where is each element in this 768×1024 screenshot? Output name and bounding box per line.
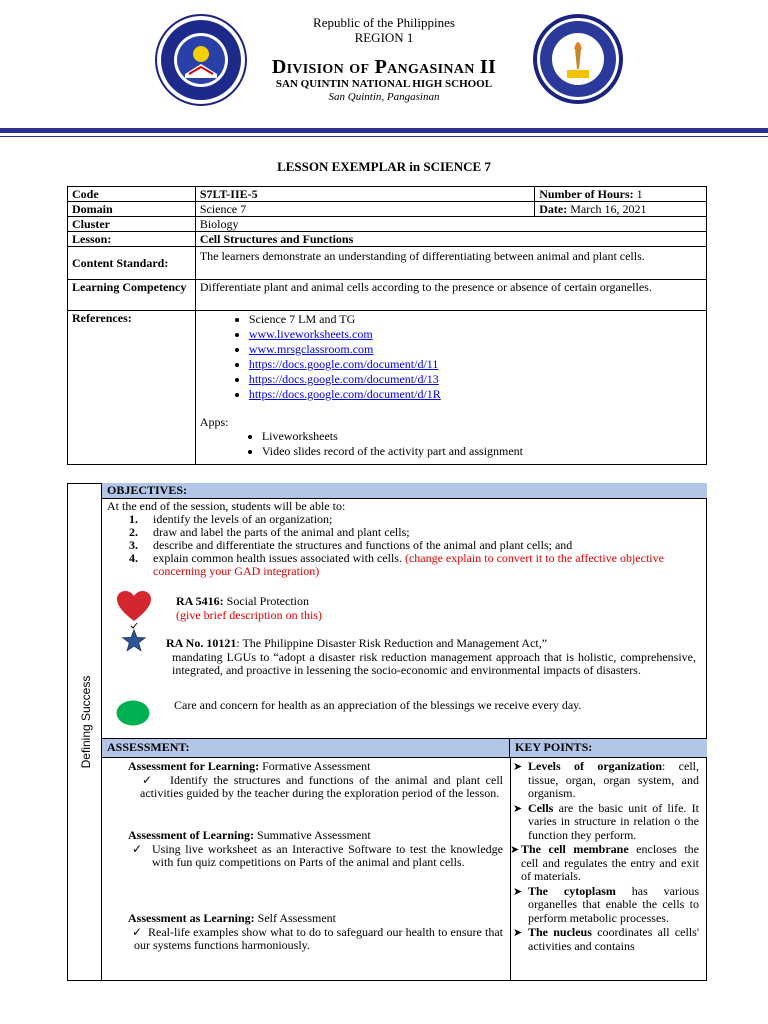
apps-label: Apps: bbox=[199, 415, 229, 429]
lesson-value: Cell Structures and Functions bbox=[195, 232, 706, 247]
cluster-label: Cluster bbox=[68, 217, 196, 232]
header-address: San Quintin, Pangasinan bbox=[328, 91, 440, 103]
header-region: REGION 1 bbox=[354, 30, 414, 45]
objective-item: 3. describe and differentiate the structures and functions of the animal and plant cells; and bbox=[129, 538, 573, 552]
reference-link[interactable]: www.mrsgclassroom.com bbox=[248, 342, 374, 356]
key-point-item: ➤ The cell membrane encloses the cell and regulates the entry and exit of materials. bbox=[510, 842, 699, 883]
column-divider bbox=[510, 758, 511, 981]
assessment-as-learning: Assessment as Learning: Self Assessment ✓ Real-life examples show what to do to safeguard our health to ensure that our systems functions harmoniously. bbox=[128, 911, 503, 952]
content-standard-value: The learners demonstrate an understanding of differentiating between animal and plant cells. bbox=[195, 247, 706, 280]
key-points-header: KEY POINTS: bbox=[510, 739, 707, 758]
reference-link[interactable]: www.liveworksheets.com bbox=[248, 327, 373, 341]
competency-value: Differentiate plant and animal cells according to the presence or absence of certain organelles. bbox=[195, 280, 706, 311]
date-label: Date: bbox=[539, 202, 568, 216]
objectives-intro: At the end of the session, students will be able to: bbox=[107, 499, 346, 513]
header-divider-thick bbox=[0, 128, 768, 133]
ra10121-line: RA No. 10121: The Philippine Disaster Risk Reduction and Management Act,” bbox=[166, 636, 548, 650]
assessment-header: ASSESSMENT: bbox=[102, 739, 510, 758]
hours-value: 1 bbox=[636, 187, 643, 201]
health-text: Care and concern for health as an appreciation of the blessings we receive every day. bbox=[174, 698, 582, 712]
ra5416-note: (give brief description on this) bbox=[176, 608, 322, 622]
assessment-for-learning: Assessment for Learning: Formative Assessment ✓ Identify the structures and functions of the animal and plant cell activities guided by the teacher during the exploration period of the lesson. bbox=[128, 759, 503, 800]
header-school: SAN QUINTIN NATIONAL HIGH SCHOOL bbox=[275, 78, 493, 90]
code-value: S7LT-IIE-5 bbox=[195, 187, 534, 202]
reference-link[interactable]: https://docs.google.com/document/d/11 bbox=[248, 357, 439, 371]
references-label: References: bbox=[68, 311, 196, 465]
heart-icon bbox=[116, 590, 152, 622]
app-item: • Liveworksheets bbox=[262, 429, 702, 444]
page-title: LESSON EXEMPLAR in SCIENCE 7 bbox=[277, 159, 491, 174]
key-point-item: ➤ The nucleus coordinates all cells' activities and contains bbox=[513, 925, 699, 953]
lesson-info-table bbox=[67, 186, 707, 465]
key-point-item: ➤ Levels of organization: cell, tissue, organ, organ system, and organism. bbox=[513, 759, 699, 800]
competency-label: Learning Competency bbox=[68, 280, 196, 311]
objective-item: 1. identify the levels of an organization; bbox=[129, 512, 333, 526]
assessment-of-learning: Assessment of Learning: Summative Assessment ✓ Using live worksheet as an Interactive Software to test the knowledge with fun quiz competitions on Parts of the animal and plant cells. bbox=[128, 828, 503, 869]
star-icon bbox=[116, 622, 152, 658]
health-dot-icon bbox=[116, 700, 150, 726]
key-point-item: ➤ The cytoplasm has various organelles that enable the cells to perform metabolic processes. bbox=[513, 883, 699, 925]
objective-item: 2. draw and label the parts of the animal and plant cells; bbox=[129, 525, 410, 539]
ra10121-description: mandating LGUs to “adopt a disaster risk reduction management approach that is holistic, comprehensive, integrated, and proactive in lessening the socio-economic and environmental impacts of disasters. bbox=[172, 650, 696, 677]
cluster-value: Biology bbox=[195, 217, 706, 232]
references-cell bbox=[195, 311, 706, 465]
references-list bbox=[200, 312, 702, 402]
objectives-list bbox=[105, 513, 700, 578]
domain-label: Domain bbox=[68, 202, 196, 217]
reference-item: • Science 7 LM and TG bbox=[249, 312, 702, 327]
date-value: March 16, 2021 bbox=[570, 202, 647, 216]
gad-note: (change explain to convert it to the affective objective concerning your GAD integration) bbox=[153, 551, 664, 578]
side-label: Defining Success bbox=[79, 675, 93, 769]
app-item: • Video slides record of the activity part and assignment bbox=[262, 444, 702, 459]
content-standard-label: Content Standard: bbox=[68, 247, 196, 280]
lesson-label: Lesson: bbox=[68, 232, 196, 247]
key-point-item: ➤ Cells are the basic unit of life. It varies in structure in relation o the function they perform. bbox=[513, 800, 699, 842]
apps-list bbox=[200, 429, 702, 459]
header-division: Division of Pangasinan II bbox=[271, 56, 497, 78]
objective-item: 4. explain common health issues associated with cells. (change explain to convert it to the affective objective concerning your GAD integration) bbox=[129, 551, 664, 578]
ra5416-line: RA 5416: Social Protection bbox=[176, 594, 309, 608]
objectives-header: OBJECTIVES: bbox=[102, 483, 707, 499]
side-column bbox=[67, 483, 102, 981]
key-points-list bbox=[510, 759, 699, 953]
header-republic: Republic of the Philippines bbox=[313, 15, 455, 30]
reference-link[interactable]: https://docs.google.com/document/d/13 bbox=[248, 372, 439, 386]
reference-link[interactable]: https://docs.google.com/document/d/1R bbox=[248, 387, 441, 401]
header-divider-thin bbox=[0, 136, 768, 137]
hours-label: Number of Hours: bbox=[539, 187, 634, 201]
code-label: Code bbox=[68, 187, 196, 202]
domain-value: Science 7 bbox=[195, 202, 534, 217]
